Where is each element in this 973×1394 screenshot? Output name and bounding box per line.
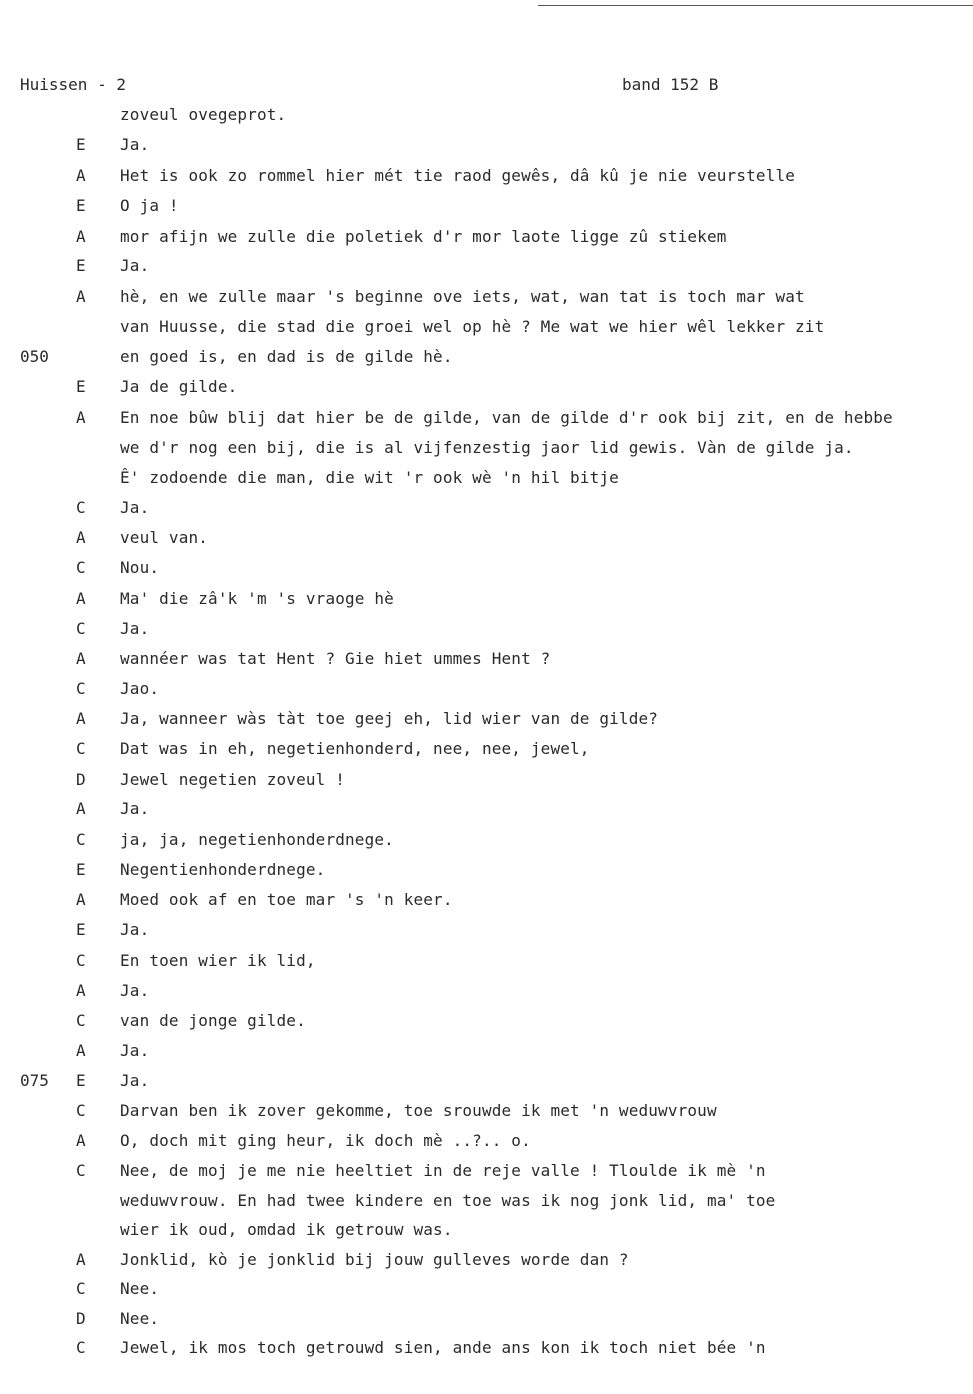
transcript-line (0, 1250, 973, 1274)
transcript-line (0, 649, 973, 673)
speaker-label: A (76, 287, 86, 306)
speaker-label: C (76, 558, 86, 577)
utterance-text: Jonklid, kò je jonklid bij jouw gulleves worde dan ? (120, 1250, 629, 1269)
utterance-text: veul van. (120, 528, 209, 547)
speaker-label: D (76, 770, 86, 789)
transcript-line (0, 830, 973, 854)
utterance-text: Ê' zodoende die man, die wit 'r ook wè 'n hil bitje (120, 468, 619, 487)
transcript-line (0, 105, 973, 129)
transcript-line (0, 739, 973, 763)
utterance-text: Negentienhonderdnege. (120, 860, 326, 879)
transcript-line (0, 981, 973, 1005)
utterance-text: En toen wier ik lid, (120, 951, 316, 970)
transcript-line (0, 1309, 973, 1333)
speaker-label: A (76, 1250, 86, 1269)
utterance-text: Nee. (120, 1279, 160, 1298)
utterance-text: Nee. (120, 1309, 160, 1328)
utterance-text: wannéer was tat Hent ? Gie hiet ummes Hent ? (120, 649, 551, 668)
utterance-text: Het is ook zo rommel hier mét tie raod gewês, dâ kû je nie veurstelle (120, 166, 796, 185)
speaker-label: A (76, 709, 86, 728)
speaker-label: C (76, 951, 86, 970)
utterance-text: Ja. (120, 1071, 150, 1090)
speaker-label: E (76, 377, 86, 396)
speaker-label: C (76, 1279, 86, 1298)
transcript-line (0, 1011, 973, 1035)
utterance-text: Ja. (120, 135, 150, 154)
transcript-line (0, 377, 973, 401)
utterance-text: Ja, wanneer wàs tàt toe geej eh, lid wier van de gilde? (120, 709, 659, 728)
transcript-line (0, 1071, 973, 1095)
utterance-text: Jewel, ik mos toch getrouwd sien, ande ans kon ik toch niet bée 'n (120, 1338, 766, 1357)
utterance-text: we d'r nog een bij, die is al vijfenzestig jaor lid gewis. Vàn de gilde ja. (120, 438, 854, 457)
utterance-text: en goed is, en dad is de gilde hè. (120, 347, 453, 366)
speaker-label: A (76, 227, 86, 246)
utterance-text: Ja. (120, 498, 150, 517)
utterance-text: Ja. (120, 920, 150, 939)
speaker-label: A (76, 408, 86, 427)
utterance-text: Nee, de moj je me nie heeltiet in de reje valle ! Tloulde ik mè 'n (120, 1161, 766, 1180)
utterance-text: Ja. (120, 1041, 150, 1060)
transcript-line (0, 166, 973, 190)
transcript-line (0, 227, 973, 251)
transcript-line (0, 951, 973, 975)
speaker-label: A (76, 1131, 86, 1150)
speaker-label: E (76, 256, 86, 275)
transcript-line (0, 528, 973, 552)
page-header-location: Huissen - 2 (20, 75, 126, 94)
transcript-line (0, 317, 973, 341)
transcript-line (0, 799, 973, 823)
speaker-label: A (76, 981, 86, 1000)
utterance-text: Jewel negetien zoveul ! (120, 770, 346, 789)
utterance-text: mor afijn we zulle die poletiek d'r mor laote ligge zû stiekem (120, 227, 727, 246)
utterance-text: van de jonge gilde. (120, 1011, 306, 1030)
utterance-text: Ja. (120, 799, 150, 818)
utterance-text: wier ik oud, omdad ik getrouw was. (120, 1220, 453, 1239)
transcript-line (0, 468, 973, 492)
transcript-line (0, 558, 973, 582)
speaker-label: E (76, 920, 86, 939)
transcript-line (0, 438, 973, 462)
speaker-label: A (76, 649, 86, 668)
utterance-text: van Huusse, die stad die groei wel op hè ? Me wat we hier wêl lekker zit (120, 317, 825, 336)
utterance-text: Moed ook af en toe mar 's 'n keer. (120, 890, 453, 909)
transcript-line (0, 860, 973, 884)
utterance-text: zoveul ovegeprot. (120, 105, 287, 124)
transcript-line (0, 1041, 973, 1065)
speaker-label: C (76, 830, 86, 849)
transcript-line (0, 1338, 973, 1362)
utterance-text: Darvan ben ik zover gekomme, toe srouwde ik met 'n weduwvrouw (120, 1101, 717, 1120)
transcript-line (0, 196, 973, 220)
transcript-line (0, 1101, 973, 1125)
transcript-line (0, 619, 973, 643)
speaker-label: C (76, 1011, 86, 1030)
transcript-line (0, 287, 973, 311)
line-number: 075 (20, 1071, 49, 1090)
utterance-text: hè, en we zulle maar 's beginne ove iets, wat, wan tat is toch mar wat (120, 287, 805, 306)
line-number: 050 (20, 347, 49, 366)
transcript-line (0, 135, 973, 159)
transcript-line (0, 1161, 973, 1185)
speaker-label: A (76, 166, 86, 185)
speaker-label: C (76, 619, 86, 638)
utterance-text: En noe bûw blij dat hier be de gilde, van de gilde d'r ook bij zit, en de hebbe (120, 408, 893, 427)
transcript-line (0, 256, 973, 280)
speaker-label: C (76, 679, 86, 698)
utterance-text: O ja ! (120, 196, 179, 215)
speaker-label: C (76, 1161, 86, 1180)
utterance-text: Ja. (120, 981, 150, 1000)
speaker-label: E (76, 196, 86, 215)
transcript-line (0, 679, 973, 703)
utterance-text: Jao. (120, 679, 160, 698)
transcript-line (0, 890, 973, 914)
utterance-text: Dat was in eh, negetienhonderd, nee, nee, jewel, (120, 739, 590, 758)
speaker-label: C (76, 739, 86, 758)
transcript-line (0, 408, 973, 432)
transcript-line (0, 347, 973, 371)
utterance-text: O, doch mit ging heur, ik doch mè ..?.. o. (120, 1131, 531, 1150)
speaker-label: A (76, 799, 86, 818)
speaker-label: E (76, 135, 86, 154)
transcript-line (0, 589, 973, 613)
transcript-line (0, 1131, 973, 1155)
transcript-line (0, 498, 973, 522)
speaker-label: E (76, 1071, 86, 1090)
utterance-text: ja, ja, negetienhonderdnege. (120, 830, 394, 849)
transcript-line (0, 1279, 973, 1303)
page-header-tape: band 152 B (622, 75, 719, 94)
transcript-line (0, 1220, 973, 1244)
speaker-label: E (76, 860, 86, 879)
speaker-label: A (76, 589, 86, 608)
speaker-label: C (76, 498, 86, 517)
speaker-label: C (76, 1338, 86, 1357)
speaker-label: C (76, 1101, 86, 1120)
utterance-text: Nou. (120, 558, 160, 577)
utterance-text: Ja. (120, 256, 150, 275)
transcript-line (0, 1191, 973, 1215)
transcript-line (0, 770, 973, 794)
speaker-label: A (76, 890, 86, 909)
speaker-label: D (76, 1309, 86, 1328)
utterance-text: Ma' die zâ'k 'm 's vraoge hè (120, 589, 394, 608)
utterance-text: weduwvrouw. En had twee kindere en toe was ik nog jonk lid, ma' toe (120, 1191, 776, 1210)
transcript-line (0, 920, 973, 944)
speaker-label: A (76, 528, 86, 547)
speaker-label: A (76, 1041, 86, 1060)
transcript-line (0, 709, 973, 733)
utterance-text: Ja de gilde. (120, 377, 238, 396)
utterance-text: Ja. (120, 619, 150, 638)
